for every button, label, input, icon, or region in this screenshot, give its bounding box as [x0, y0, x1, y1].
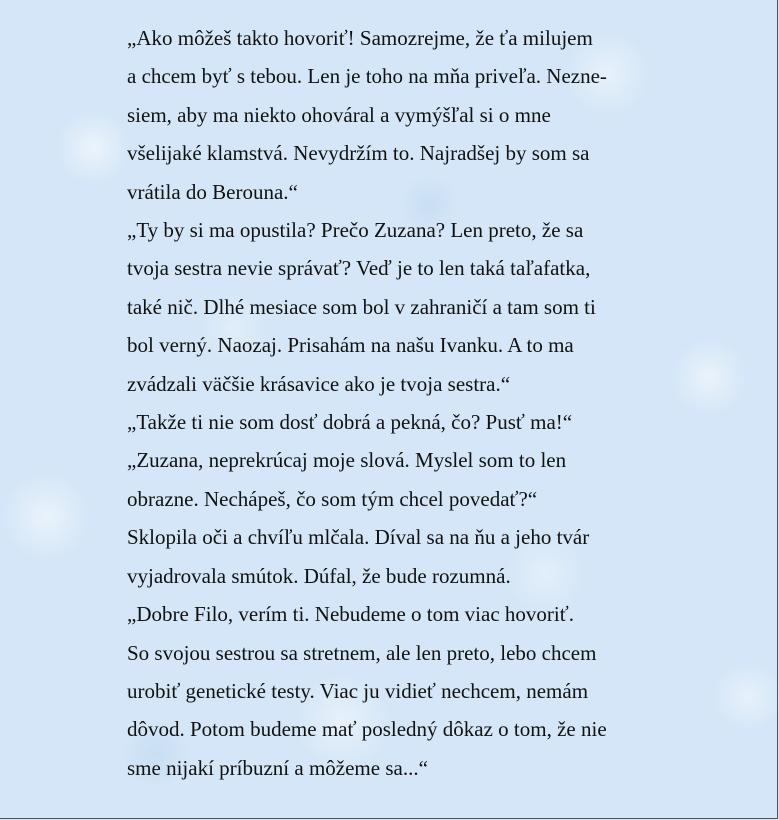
text-line: „Dobre Filo, verím ti. Nebudeme o tom viac hovoriť. [127, 602, 574, 627]
text-line: obrazne. Nechápeš, čo som tým chcel povedať?“ [127, 486, 538, 511]
text-line: „Zuzana, neprekrúcaj moje slová. Myslel som to len [127, 448, 567, 473]
text-line: také nič. Dlhé mesiace som bol v zahraničí a tam som ti [127, 294, 596, 319]
text-line: zvádzali väčšie krásavice ako je tvoja sestra.“ [127, 371, 511, 396]
text-line: siem, aby ma niekto ohováral a vymýšľal si o mne [127, 102, 551, 127]
text-line: Sklopila oči a chvíľu mlčala. Díval sa na ňu a jeho tvár [127, 525, 590, 550]
text-line: vrátila do Berouna.“ [127, 179, 298, 204]
text-line: tvoja sestra nevie správať? Veď je to len taká taľafatka, [127, 256, 591, 281]
text-line: „Takže ti nie som dosť dobrá a pekná, čo? Pusť ma!“ [127, 410, 573, 435]
text-line: „Ako môžeš takto hovoriť! Samozrejme, že ťa milujem [127, 26, 593, 50]
text-line: „Ty by si ma opustila? Prečo Zuzana? Len preto, že sa [127, 218, 584, 243]
text-line: dôvod. Potom budeme mať posledný dôkaz o tom, že nie [127, 717, 607, 742]
text-line: vyjadrovala smútok. Dúfal, že bude rozumná. [127, 563, 511, 588]
text-line: bol verný. Naozaj. Prisahám na našu Ivanku. A to ma [127, 333, 574, 358]
text-line: a chcem byť s tebou. Len je toho na mňa priveľa. Nezne- [127, 64, 607, 89]
story-text [127, 19, 647, 787]
text-line: všelijaké klamstvá. Nevydržím to. Najradšej by som sa [127, 141, 590, 166]
text-line: So svojou sestrou sa stretnem, ale len preto, lebo chcem [127, 640, 597, 665]
text-line: urobiť genetické testy. Viac ju vidieť nechcem, nemám [127, 678, 589, 703]
text-line: sme nijakí príbuzní a môžeme sa...“ [127, 755, 428, 780]
